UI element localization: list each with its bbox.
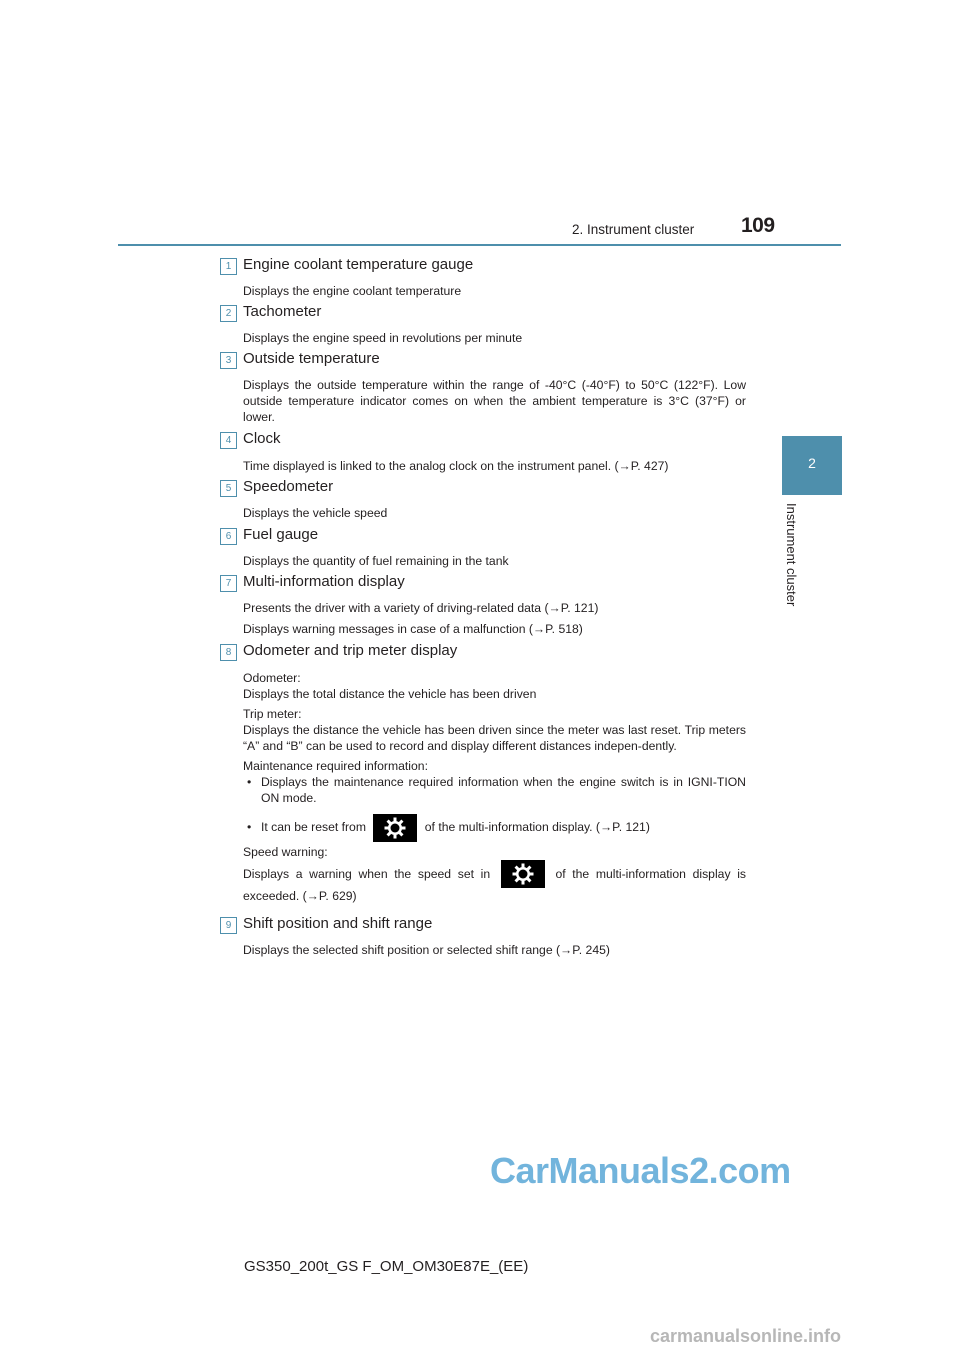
page-number: 109 <box>741 214 775 237</box>
item-number-badge: 6 <box>220 528 237 545</box>
item-number-badge: 5 <box>220 480 237 497</box>
item-title: Tachometer <box>243 303 322 320</box>
speed-warning-label: Speed warning: <box>243 845 328 859</box>
maintenance-label: Maintenance required information: <box>243 759 428 773</box>
odometer-label: Odometer: <box>243 671 301 685</box>
gear-settings-icon <box>373 814 417 842</box>
item-description-line: Displays warning messages in case of a malfunction (→P. 518) <box>243 622 583 636</box>
item-title: Multi-information display <box>243 573 405 590</box>
item-number-badge: 3 <box>220 352 237 369</box>
item-description: Displays the outside temperature within the range of -40°C (-40°F) to 50°C (122°F). Low outside temperature indicator comes on when the ambient temperature is 3°C (37°F) or lower. <box>243 378 746 424</box>
odometer-details <box>243 670 746 904</box>
item-description-line: Presents the driver with a variety of driving-related data (→P. 121) <box>243 601 599 615</box>
item-description: Displays the engine speed in revolutions per minute <box>243 331 523 345</box>
speed-warning-description <box>243 860 746 904</box>
item-title: Fuel gauge <box>243 526 319 543</box>
chapter-tab <box>782 436 842 495</box>
item-title: Outside temperature <box>243 350 380 367</box>
item-description: Displays the quantity of fuel remaining in the tank <box>243 554 509 568</box>
item-number-badge: 1 <box>220 258 237 275</box>
maintenance-bullet: • Displays the maintenance required information when the engine switch is in IGNI-TION ON mode. <box>243 774 746 806</box>
item-number-badge: 2 <box>220 305 237 322</box>
trip-meter-label: Trip meter: <box>243 707 302 721</box>
header-divider <box>118 244 841 246</box>
item-description: Displays the engine coolant temperature <box>243 284 462 298</box>
item-title: Odometer and trip meter display <box>243 642 458 659</box>
watermark-url: carmanualsonline.info <box>650 1326 842 1346</box>
speed-text-post: of the multi-information display is exceeded. (→P. 629) <box>243 867 746 903</box>
chapter-number: 2 <box>808 455 816 471</box>
speed-text-pre: Displays a warning when the speed set in <box>243 867 491 881</box>
chapter-label-text: Instrument cluster <box>784 503 799 607</box>
watermark-logo: CarManuals2.com <box>490 1150 791 1191</box>
item-number-badge: 8 <box>220 644 237 661</box>
trip-meter-description: Displays the distance the vehicle has been driven since the meter was last reset. Trip meters “A” and “B” can be used to record and display different distances indepen-dently. <box>243 723 746 753</box>
reset-text-pre: It can be reset from <box>261 820 366 834</box>
item-number-badge: 4 <box>220 432 237 449</box>
document-code: GS350_200t_GS F_OM_OM30E87E_(EE) <box>244 1258 529 1275</box>
odometer-description: Displays the total distance the vehicle has been driven <box>243 687 537 701</box>
item-number-badge: 9 <box>220 917 237 934</box>
item-title: Engine coolant temperature gauge <box>243 256 474 273</box>
item-title: Shift position and shift range <box>243 915 433 932</box>
reset-text-post: of the multi-information display. (→P. 121) <box>424 820 650 834</box>
section-title: 2. Instrument cluster <box>572 222 695 237</box>
gear-settings-icon <box>501 860 545 888</box>
item-description: Displays the vehicle speed <box>243 506 388 520</box>
item-title: Clock <box>243 430 281 447</box>
item-description: Displays the selected shift position or selected shift range (→P. 245) <box>243 943 610 957</box>
item-description <box>243 600 746 637</box>
item-number-badge: 7 <box>220 575 237 592</box>
item-description: Time displayed is linked to the analog clock on the instrument panel. (→P. 427) <box>243 459 669 473</box>
maintenance-bullet <box>243 812 746 842</box>
chapter-label <box>783 503 803 623</box>
item-title: Speedometer <box>243 478 334 495</box>
